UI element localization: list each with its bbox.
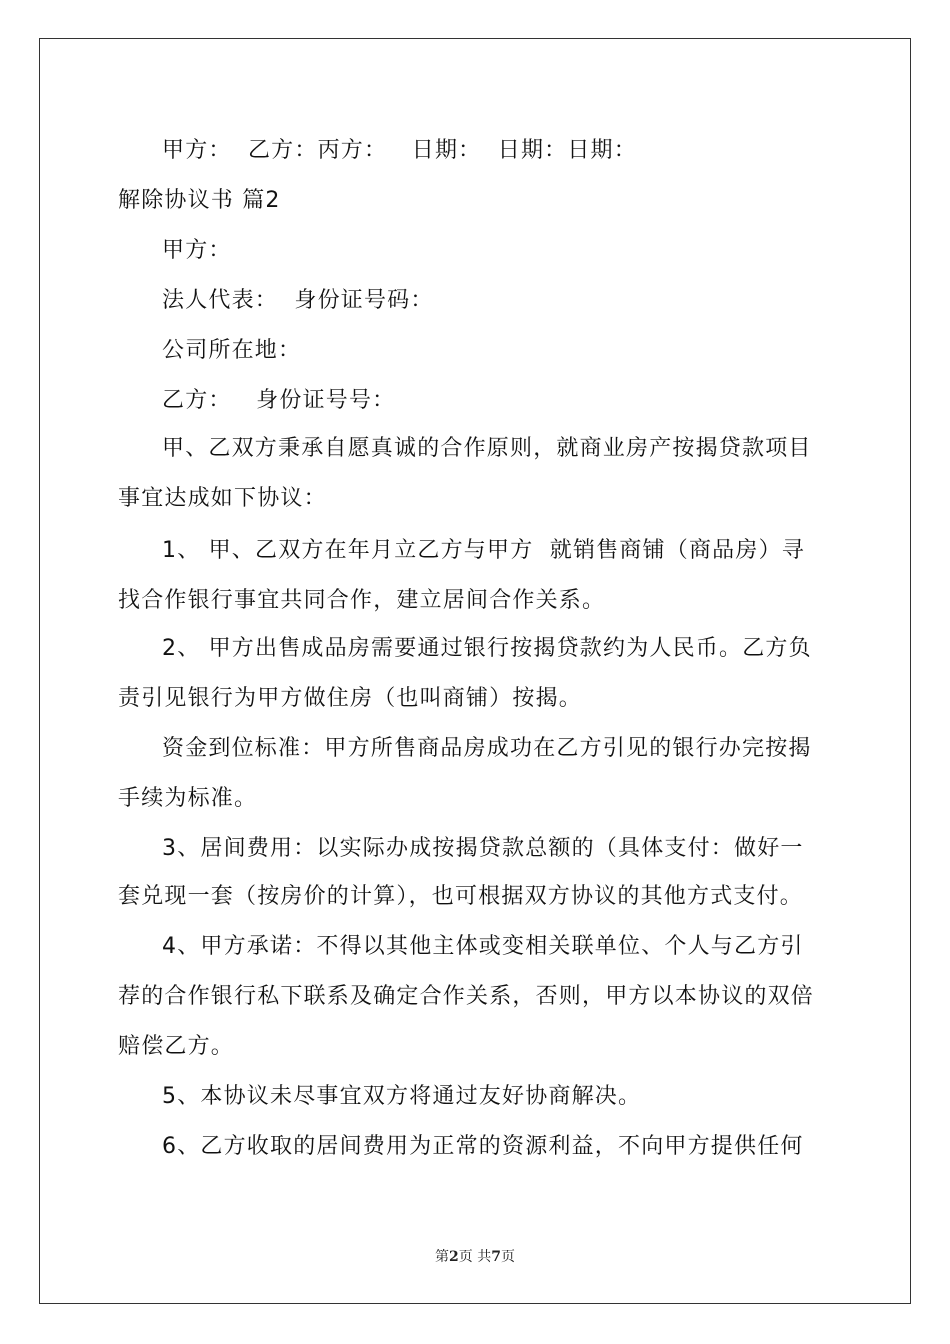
footer-page-number: 2: [449, 1249, 459, 1265]
company-address-line: 公司所在地：: [162, 338, 302, 363]
paragraph-line: 6、乙方收取的居间费用为正常的资源利益，不向甲方提供任何: [162, 1134, 804, 1159]
paragraph-line: 5、本协议未尽事宜双方将通过友好协商解决。: [162, 1084, 642, 1109]
paragraph-line: 甲、乙双方秉承自愿真诚的合作原则，就商业房产按揭贷款项目: [162, 436, 812, 461]
footer-prefix: 第: [435, 1249, 450, 1265]
footer-total-pages: 7: [491, 1249, 501, 1265]
paragraph-line: 手续为标准。: [118, 786, 258, 811]
legal-rep-line: 法人代表： 身份证号码：: [162, 288, 434, 313]
party-a-line: 甲方：: [162, 238, 232, 263]
paragraph-line: 1、 甲、乙双方在年月立乙方与甲方 就销售商铺（商品房）寻: [162, 538, 805, 563]
footer-suffix: 页: [500, 1249, 515, 1265]
paragraph-line: 资金到位标准：甲方所售商品房成功在乙方引见的银行办完按揭: [162, 736, 812, 761]
page-frame: [39, 38, 911, 1304]
paragraph-line: 事宜达成如下协议：: [118, 486, 327, 511]
signature-line: 甲方： 乙方：丙方： 日期： 日期：日期：: [162, 138, 637, 163]
paragraph-line: 责引见银行为甲方做住房（也叫商铺）按揭。: [118, 686, 583, 711]
paragraph-line: 套兑现一套（按房价的计算），也可根据双方协议的其他方式支付。: [118, 884, 804, 909]
page-footer: [0, 1246, 950, 1266]
paragraph-line: 4、甲方承诺：不得以其他主体或变相关联单位、个人与乙方引: [162, 934, 804, 959]
paragraph-line: 3、居间费用：以实际办成按揭贷款总额的（具体支付：做好一: [162, 836, 804, 861]
paragraph-line: 荐的合作银行私下联系及确定合作关系，否则，甲方以本协议的双倍: [118, 984, 815, 1009]
paragraph-line: 赔偿乙方。: [118, 1034, 235, 1059]
footer-mid: 页 共: [458, 1249, 492, 1265]
section-heading: 解除协议书 篇2: [118, 188, 281, 213]
paragraph-line: 找合作银行事宜共同合作，建立居间合作关系。: [118, 588, 606, 613]
paragraph-line: 2、 甲方出售成品房需要通过银行按揭贷款约为人民币。乙方负: [162, 636, 812, 661]
party-b-line: 乙方： 身份证号号：: [162, 388, 396, 413]
